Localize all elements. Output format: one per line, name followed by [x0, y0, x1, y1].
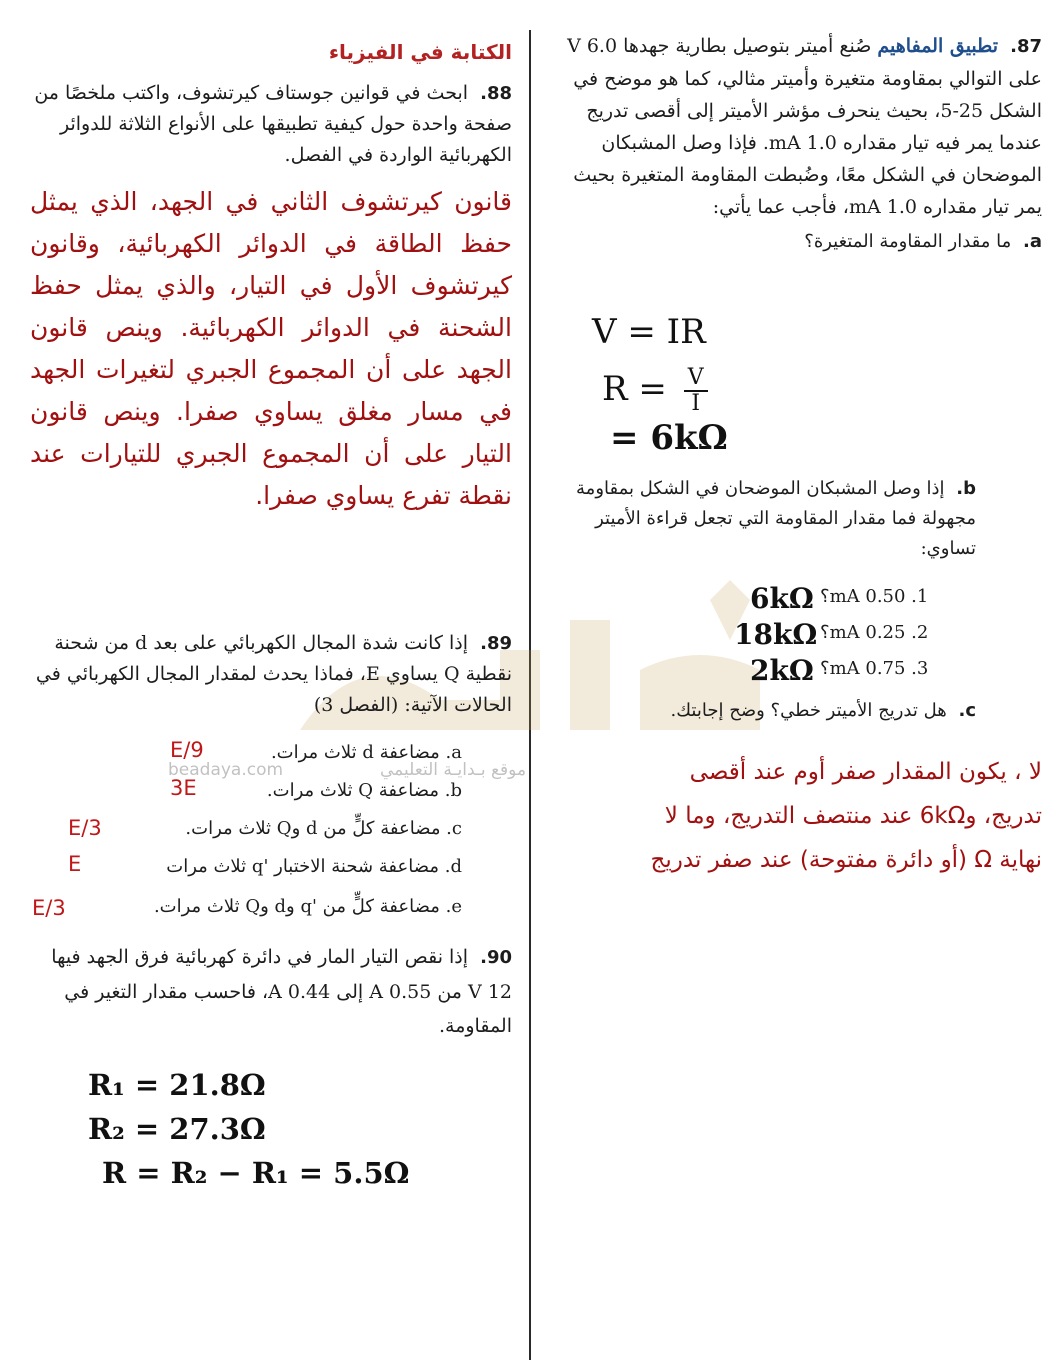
- equation-r-left: R =: [602, 369, 667, 409]
- section-heading: الكتابة في الفيزياء: [328, 40, 512, 64]
- watermark-url: beadaya.com: [168, 760, 284, 780]
- question-90-number: 90.: [480, 947, 512, 968]
- question-87b-text: إذا وصل المشبكان الموضحان في الشكل بمقاومة مجهولة فما مقدار المقاومة التي تجعل قراءة الأميتر تساوي:: [576, 478, 976, 559]
- answer-89a: E/9: [170, 738, 204, 762]
- equation-result: = 6kΩ: [610, 418, 728, 458]
- option-b1: 1. 0.50 mA؟: [820, 586, 929, 607]
- answer-89d: E: [68, 852, 82, 876]
- answer-89b: 3E: [170, 776, 197, 800]
- fraction-numerator: V: [684, 366, 708, 392]
- column-divider: [529, 30, 531, 1360]
- left-column: [30, 40, 512, 517]
- question-87c-text: هل تدريج الأميتر خطي؟ وضح إجابتك.: [670, 700, 947, 721]
- question-89b: b. مضاعفة Q ثلاث مرات.: [266, 780, 462, 801]
- question-87c-label: c.: [958, 700, 976, 721]
- question-89-number: 89.: [480, 633, 512, 654]
- equation-r-fraction: [602, 366, 708, 416]
- question-88: [30, 78, 512, 171]
- answer-87c-line-1: لا ، يكون المقدار صفر أوم عند أقصى: [689, 759, 1042, 785]
- answer-90-r2: R₂ = 27.3Ω: [88, 1112, 266, 1146]
- question-88-number: 88.: [480, 83, 512, 104]
- question-87: [556, 30, 1042, 223]
- watermark-text: موقع بـدايـة التعليمي: [380, 760, 527, 780]
- question-87a: [556, 227, 1042, 257]
- answer-89c: E/3: [68, 816, 102, 840]
- question-89: [30, 628, 512, 721]
- question-87-text: صُنع أميتر بتوصيل بطارية جهدها 6.0 V على التوالي بمقاومة متغيرة وأميتر مثالي، كما هو موضح في الشكل 25-5، بحيث ينحرف مؤشر الأميتر إلى أقصى تدريج عندما يمر فيه تيار مقداره 1.0 mA. فإذا وصل المشبكان الموضحان في الشكل معًا، وضُبطت المقاومة المتغيرة بحيث يمر تيار مقداره 1.0 mA، فأجب عما يأتي:: [567, 35, 1042, 218]
- fraction-denominator: I: [691, 391, 701, 416]
- question-87-number: 87.: [1010, 36, 1042, 57]
- question-87b: [556, 474, 976, 564]
- answer-90-r1: R₁ = 21.8Ω: [88, 1068, 266, 1102]
- equation-v-ir: V = IR: [592, 312, 706, 352]
- question-88-text: ابحث في قوانين جوستاف كيرتشوف، واكتب ملخصًا من صفحة واحدة حول كيفية تطبيقها على الأنواع الثلاثة للدوائر الكهربائية الواردة في الفصل.: [34, 82, 512, 166]
- question-89-text: إذا كانت شدة المجال الكهربائي على بعد d من شحنة نقطية Q يساوي E، فماذا يحدث لمقدار المجال الكهربائي في الحالات الآتية: (الفصل 3): [35, 632, 512, 716]
- option-b3: 3. 0.75 mA؟: [820, 658, 929, 679]
- answer-87c-line-2: تدريج، و6kΩ عند منتصف التدريج، وما لا: [664, 803, 1042, 829]
- fraction: [684, 366, 708, 416]
- question-89a: a. مضاعفة d ثلاث مرات.: [270, 742, 462, 763]
- question-90: [30, 940, 512, 1043]
- answer-90-r: R = R₂ − R₁ = 5.5Ω: [102, 1156, 410, 1190]
- answer-b2: 18kΩ: [734, 618, 818, 651]
- question-87c: [556, 696, 976, 726]
- question-89d: d. مضاعفة شحنة الاختبار 'q ثلاث مرات: [166, 856, 462, 877]
- question-87a-label: a.: [1023, 231, 1042, 252]
- answer-87c-line-3: نهاية Ω (أو دائرة مفتوحة) عند صفر تدريج: [650, 847, 1042, 873]
- answer-87c: [556, 750, 1042, 882]
- answer-88: قانون كيرتشوف الثاني في الجهد، الذي يمثل حفظ الطاقة في الدوائر الكهربائية، وقانون كيرتشوف الأول في التيار، والذي يمثل حفظ الشحنة في الدوائر الكهربائية. وينص قانون الجهد على أن المجموع الجبري لتغيرات الجهد في مسار مغلق يساوي صفرا. وينص قانون التيار على أن المجموع الجبري للتيارات عند نقطة تفرع يساوي صفرا.: [30, 187, 512, 510]
- question-87a-text: ما مقدار المقاومة المتغيرة؟: [804, 231, 1012, 252]
- right-column: [556, 30, 1042, 257]
- answer-b3: 2kΩ: [750, 654, 814, 687]
- question-89c: c. مضاعفة كلٍّ من d وQ ثلاث مرات.: [185, 818, 462, 839]
- question-90-text: إذا نقص التيار المار في دائرة كهربائية فرق الجهد فيها 12 V من 0.55 A إلى 0.44 A، فاحسب مقدار التغير في المقاومة.: [51, 946, 512, 1037]
- option-b2: 2. 0.25 mA؟: [820, 622, 929, 643]
- question-87-label: تطبيق المفاهيم: [877, 35, 999, 57]
- question-89e: e. مضاعفة كلٍّ من 'q وd وQ ثلاث مرات.: [153, 896, 462, 917]
- answer-b1: 6kΩ: [750, 582, 814, 615]
- question-87b-label: b.: [956, 478, 976, 499]
- answer-89e: E/3: [32, 896, 66, 920]
